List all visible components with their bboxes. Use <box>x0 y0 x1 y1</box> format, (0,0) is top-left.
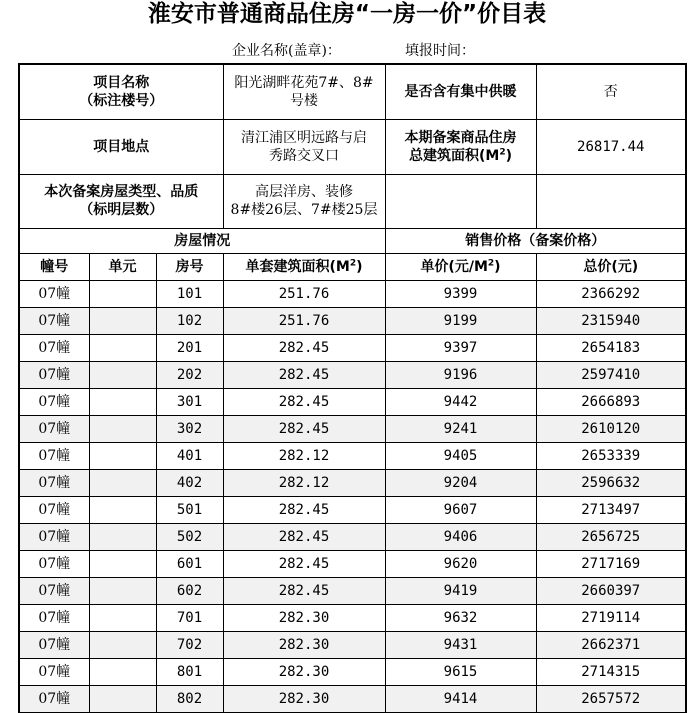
cell-unit-price: 9241 <box>385 415 536 442</box>
cell-room: 701 <box>156 604 223 631</box>
house-type-label-line1: 本次备案房屋类型、品质 <box>44 184 199 200</box>
cell-room: 301 <box>156 388 223 415</box>
location-label: 项目地点 <box>19 119 223 174</box>
table-row <box>19 496 686 523</box>
data-rows <box>19 280 686 712</box>
cell-unit-price: 9399 <box>385 280 536 307</box>
cell-total-price: 2656725 <box>536 523 686 550</box>
cell-unit-price: 9615 <box>385 658 536 685</box>
table-row <box>19 415 686 442</box>
page-title: 淮安市普通商品住房“一房一价”价目表 <box>147 1 547 27</box>
total-area-label-cell <box>385 119 536 174</box>
cell-unit <box>89 280 156 307</box>
cell-unit <box>89 496 156 523</box>
cell-area: 282.45 <box>223 415 385 442</box>
cell-unit <box>89 415 156 442</box>
cell-unit <box>89 334 156 361</box>
cell-area: 251.76 <box>223 280 385 307</box>
cell-total-price: 2713497 <box>536 496 686 523</box>
cell-room: 102 <box>156 307 223 334</box>
cell-unit <box>89 307 156 334</box>
cell-building: 07幢 <box>19 685 89 712</box>
location-value-cell <box>223 119 385 174</box>
col-header-total-price: 总价(元) <box>536 253 686 280</box>
cell-building: 07幢 <box>19 577 89 604</box>
cell-unit-price: 9397 <box>385 334 536 361</box>
cell-unit <box>89 442 156 469</box>
cell-total-price: 2714315 <box>536 658 686 685</box>
cell-area: 282.45 <box>223 523 385 550</box>
cell-area: 282.45 <box>223 496 385 523</box>
cell-area: 282.30 <box>223 685 385 712</box>
house-type-value-cell <box>223 174 385 228</box>
cell-area: 282.30 <box>223 658 385 685</box>
cell-total-price: 2719114 <box>536 604 686 631</box>
cell-building: 07幢 <box>19 361 89 388</box>
cell-room: 702 <box>156 631 223 658</box>
cell-building: 07幢 <box>19 496 89 523</box>
cell-unit-price: 9620 <box>385 550 536 577</box>
cell-room: 501 <box>156 496 223 523</box>
cell-building: 07幢 <box>19 550 89 577</box>
project-name-value-line1: 阳光湖畔花苑7#、8# <box>234 74 374 91</box>
cell-building: 07幢 <box>19 604 89 631</box>
cell-total-price: 2654183 <box>536 334 686 361</box>
cell-total-price: 2662371 <box>536 631 686 658</box>
cell-total-price: 2315940 <box>536 307 686 334</box>
project-name-note: （标注楼号） <box>79 92 164 109</box>
cell-unit-price: 9406 <box>385 523 536 550</box>
cell-building: 07幢 <box>19 631 89 658</box>
project-name-label-cell <box>19 64 223 119</box>
cell-unit-price: 9405 <box>385 442 536 469</box>
price-section-header: 销售价格（备案价格） <box>385 228 686 253</box>
table-row <box>19 334 686 361</box>
house-info-section-header: 房屋情况 <box>19 228 385 253</box>
cell-area: 282.30 <box>223 631 385 658</box>
cell-total-price: 2596632 <box>536 469 686 496</box>
cell-unit-price: 9204 <box>385 469 536 496</box>
cell-unit-price: 9632 <box>385 604 536 631</box>
cell-area: 282.45 <box>223 550 385 577</box>
house-type-label-line2: （标明层数） <box>79 202 164 218</box>
cell-area: 282.45 <box>223 577 385 604</box>
location-value-line1: 清江浦区明远路与启 <box>241 129 367 146</box>
table-row <box>19 361 686 388</box>
project-name-value-line2: 号楼 <box>290 92 318 109</box>
cell-room: 202 <box>156 361 223 388</box>
table-row <box>19 685 686 712</box>
cell-room: 602 <box>156 577 223 604</box>
empty-cell <box>385 174 536 228</box>
cell-building: 07幢 <box>19 334 89 361</box>
cell-unit-price: 9196 <box>385 361 536 388</box>
cell-building: 07幢 <box>19 415 89 442</box>
cell-building: 07幢 <box>19 388 89 415</box>
cell-area: 282.45 <box>223 361 385 388</box>
cell-room: 502 <box>156 523 223 550</box>
cell-unit <box>89 577 156 604</box>
cell-unit <box>89 550 156 577</box>
cell-unit-price: 9431 <box>385 631 536 658</box>
col-header-room: 房号 <box>156 253 223 280</box>
cell-room: 801 <box>156 658 223 685</box>
table-row <box>19 307 686 334</box>
col-header-building: 幢号 <box>19 253 89 280</box>
cell-total-price: 2597410 <box>536 361 686 388</box>
cell-room: 302 <box>156 415 223 442</box>
cell-building: 07幢 <box>19 307 89 334</box>
total-area-label-line2: 总建筑面积$(M^2)$ <box>408 146 512 164</box>
cell-total-price: 2717169 <box>536 550 686 577</box>
cell-area: 282.45 <box>223 388 385 415</box>
cell-building: 07幢 <box>19 442 89 469</box>
cell-total-price: 2660397 <box>536 577 686 604</box>
table-row <box>19 442 686 469</box>
cell-total-price: 2610120 <box>536 415 686 442</box>
cell-unit <box>89 631 156 658</box>
cell-unit <box>89 361 156 388</box>
company-name-label: 企业名称(盖章)： <box>232 43 341 59</box>
table-row <box>19 523 686 550</box>
cell-room: 402 <box>156 469 223 496</box>
cell-area: 282.30 <box>223 604 385 631</box>
price-table <box>18 63 687 713</box>
cell-room: 201 <box>156 334 223 361</box>
cell-total-price: 2666893 <box>536 388 686 415</box>
table-row <box>19 469 686 496</box>
house-type-value-line2: 8#楼26层、7#楼25层 <box>230 202 378 218</box>
table-row <box>19 577 686 604</box>
table-row <box>19 550 686 577</box>
empty-cell <box>536 174 686 228</box>
cell-unit <box>89 523 156 550</box>
project-name-value-cell <box>223 64 385 119</box>
cell-unit-price: 9419 <box>385 577 536 604</box>
heating-value: 否 <box>536 64 686 119</box>
fill-date-label: 填报时间： <box>405 43 475 59</box>
cell-unit-price: 9199 <box>385 307 536 334</box>
cell-area: 282.45 <box>223 334 385 361</box>
cell-unit <box>89 604 156 631</box>
table-row <box>19 388 686 415</box>
cell-room: 802 <box>156 685 223 712</box>
house-type-value-line1: 高层洋房、装修 <box>255 184 353 200</box>
cell-area: 282.12 <box>223 469 385 496</box>
col-header-unit: 单元 <box>89 253 156 280</box>
house-type-label-cell <box>19 174 223 228</box>
heating-label: 是否含有集中供暖 <box>385 64 536 119</box>
cell-area: 282.12 <box>223 442 385 469</box>
cell-building: 07幢 <box>19 658 89 685</box>
col-header-unit-price: 单价(元$/M^2$) <box>385 253 536 280</box>
cell-unit-price: 9607 <box>385 496 536 523</box>
cell-room: 401 <box>156 442 223 469</box>
table-row <box>19 280 686 307</box>
col-header-area: 单套建筑面积$(M^2)$ <box>223 253 385 280</box>
location-value-line2: 秀路交叉口 <box>269 147 339 164</box>
cell-unit <box>89 469 156 496</box>
table-row <box>19 631 686 658</box>
cell-unit <box>89 685 156 712</box>
cell-total-price: 2657572 <box>536 685 686 712</box>
cell-total-price: 2366292 <box>536 280 686 307</box>
table-row <box>19 604 686 631</box>
cell-building: 07幢 <box>19 469 89 496</box>
cell-building: 07幢 <box>19 523 89 550</box>
table-row <box>19 658 686 685</box>
total-area-label-line1: 本期备案商品住房 <box>404 129 517 146</box>
cell-unit <box>89 388 156 415</box>
cell-room: 601 <box>156 550 223 577</box>
cell-room: 101 <box>156 280 223 307</box>
cell-area: 251.76 <box>223 307 385 334</box>
cell-unit <box>89 658 156 685</box>
project-name-label: 项目名称 <box>93 74 150 91</box>
cell-total-price: 2653339 <box>536 442 686 469</box>
cell-unit-price: 9414 <box>385 685 536 712</box>
cell-building: 07幢 <box>19 280 89 307</box>
total-area-value: 26817.44 <box>536 119 686 174</box>
cell-unit-price: 9442 <box>385 388 536 415</box>
